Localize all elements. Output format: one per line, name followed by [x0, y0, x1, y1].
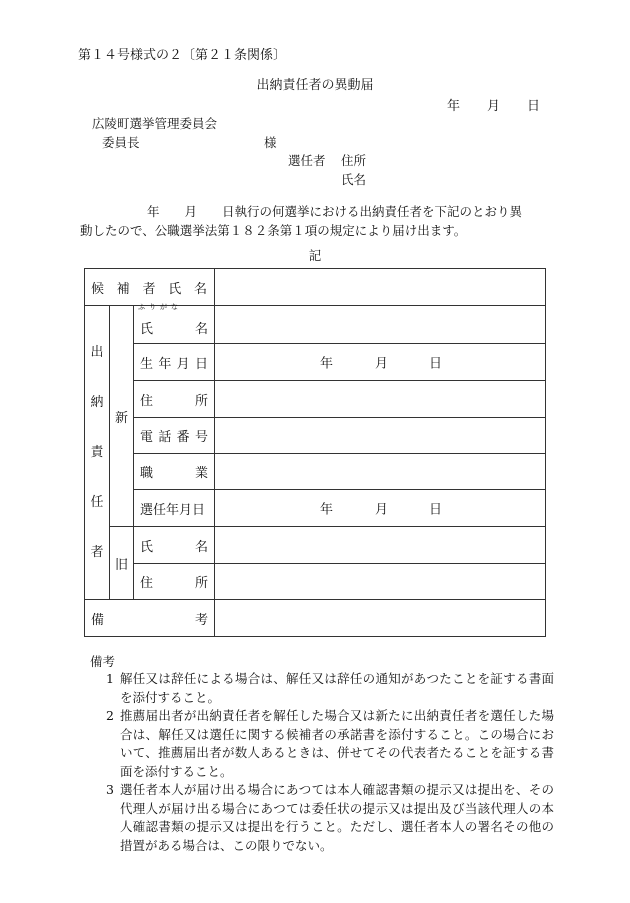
- new-appointment-date-label: 選任年月日: [134, 490, 215, 527]
- remarks-label: 備 考: [85, 600, 215, 637]
- notes-heading: 備考: [90, 654, 116, 669]
- appointment-day: 日: [429, 502, 443, 518]
- sender-label: 選任者: [288, 153, 326, 168]
- note-item-1: 1 解任又は辞任による場合は、解任又は辞任の通知があつたことを証する書面を添付すること。: [106, 671, 554, 705]
- old-label: 旧: [110, 527, 134, 600]
- birth-month: 月: [375, 356, 389, 372]
- body-text: [80, 203, 550, 240]
- report-table: [84, 268, 546, 637]
- old-name-field[interactable]: [215, 527, 546, 564]
- addressee-organization: 広陵町選挙管理委員会: [92, 116, 218, 131]
- date-day-label: 日: [527, 99, 541, 114]
- page-title: 出納責任者の異動届: [256, 78, 374, 93]
- new-name-field[interactable]: [215, 306, 546, 344]
- new-occupation-label: 職 業: [134, 454, 215, 490]
- new-appointment-date-field[interactable]: [215, 490, 546, 527]
- candidate-name-field[interactable]: [215, 269, 546, 306]
- sender-name-label: 氏名: [341, 172, 367, 187]
- new-label: 新: [110, 306, 134, 527]
- new-phone-label: 電 話 番 号: [134, 418, 215, 454]
- new-address-field[interactable]: [215, 381, 546, 418]
- form-number: 第１４号様式の２〔第２１条関係〕: [78, 48, 287, 63]
- new-name-label: ふりがな 氏 名: [134, 306, 215, 344]
- new-birthdate-label: 生 年 月 日: [134, 344, 215, 381]
- birth-day: 日: [429, 356, 443, 372]
- old-name-label: 氏 名: [134, 527, 215, 564]
- appointment-year: 年: [320, 502, 334, 518]
- body-line-1: 年 月 日執行の何選挙における出納責任者を下記のとおり異: [147, 204, 523, 219]
- responsible-person-label: 出 納 責 任 者: [85, 306, 110, 600]
- ki-heading: 記: [308, 248, 322, 263]
- new-occupation-field[interactable]: [215, 454, 546, 490]
- body-line-2: 動したので、公職選挙法第１８２条第１項の規定により届け出ます。: [80, 222, 467, 238]
- addressee-honorific: 様: [264, 135, 277, 150]
- old-address-field[interactable]: [215, 564, 546, 600]
- new-birthdate-field[interactable]: [215, 344, 546, 381]
- note-item-2: 2 推薦届出者が出納責任者を解任した場合又は新たに出納責任者を選任した場合は、解任又は選任に関する候補者の承諾書を添付すること。この場合において、推薦届出者が数人あるときは、併せてその代表者たることを証する書面を添付すること。: [106, 708, 554, 779]
- sender-address-label: 住所: [341, 153, 367, 168]
- date-month-label: 月: [487, 99, 501, 114]
- new-address-label: 住 所: [134, 381, 215, 418]
- new-phone-field[interactable]: [215, 418, 546, 454]
- birth-year: 年: [320, 356, 334, 372]
- remarks-field[interactable]: [215, 600, 546, 637]
- furigana-label: ふりがな: [138, 303, 182, 311]
- note-item-3: 3 選任者本人が届け出る場合にあつては本人確認書類の提示又は提出を、その代理人が届け出る場合にあつては委任状の提示又は提出及び当該代理人の本人確認書類の提示又は提出を行うこと。ただし、選任者本人の署名その他の措置がある場合は、この限りでない。: [106, 782, 554, 853]
- old-address-label: 住 所: [134, 564, 215, 600]
- addressee-title: 委員長: [102, 135, 140, 150]
- date-year-label: 年: [447, 99, 461, 114]
- candidate-name-label: 候 補 者 氏 名: [85, 269, 215, 306]
- appointment-month: 月: [375, 502, 389, 518]
